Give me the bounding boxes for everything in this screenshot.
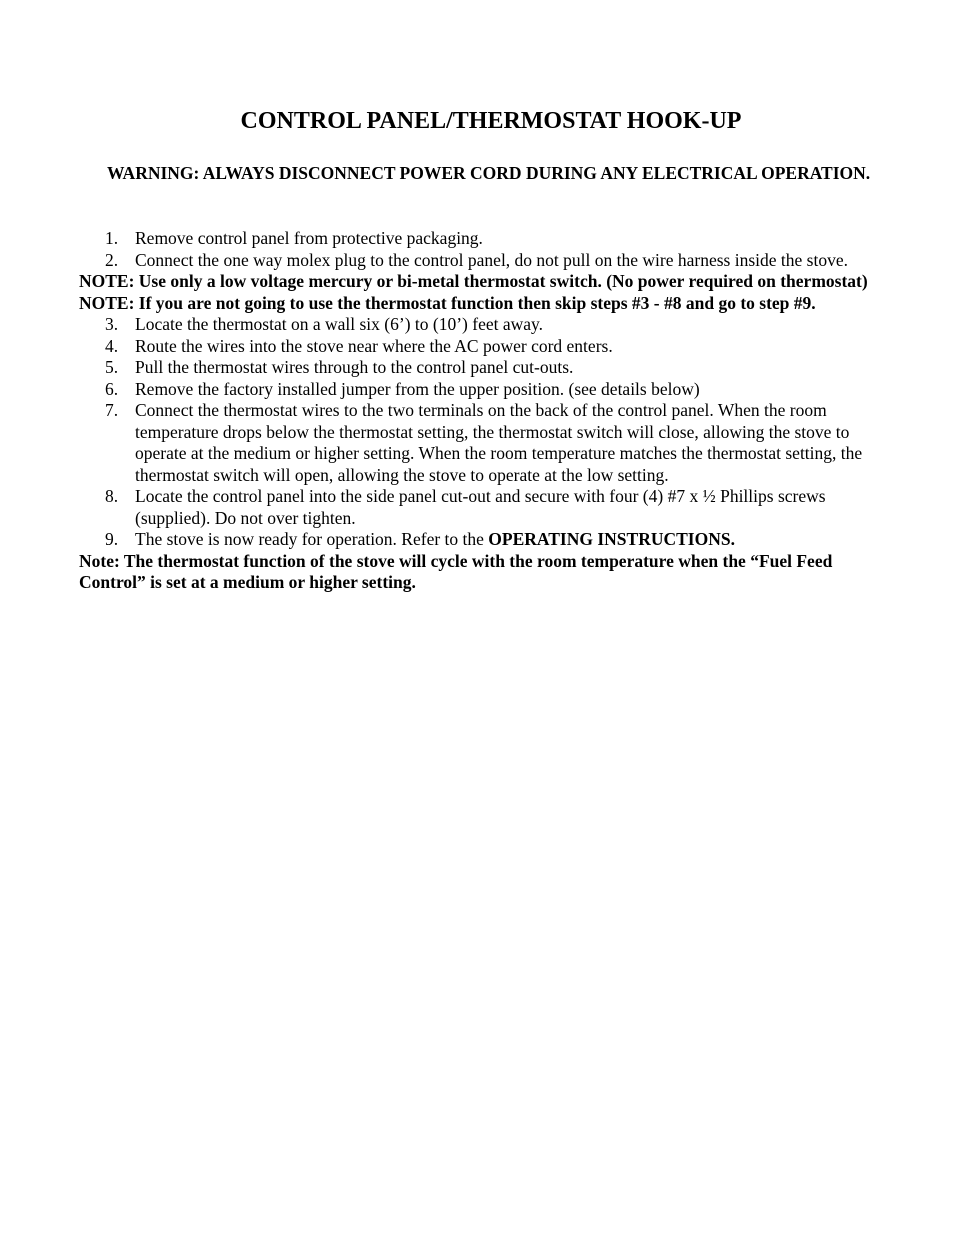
step-number: 2. (105, 249, 119, 270)
step-number: 6. (105, 378, 119, 399)
note-thermostat-cycle: Note: The thermostat function of the stove will cycle with the room temperature when the “Fuel Feed Control” is set at a medium or higher setting. (79, 550, 833, 592)
list-item-step-9 (79, 529, 879, 551)
step-text: Connect the one way molex plug to the control panel, do not pull on the wire harness inside the stove. (135, 249, 848, 270)
step-number: 9. (105, 529, 119, 549)
list-item-step-2 (79, 250, 879, 272)
instructions-body (79, 228, 879, 594)
list-item-step-7 (79, 400, 879, 486)
list-item-step-1 (79, 228, 879, 250)
step-text: The stove is now ready for operation. Refer to the (135, 529, 489, 549)
step-text: Locate the control panel into the side panel cut-out and secure with four (4) #7 x ½ Phillips screws (supplied). Do not over tighten. (135, 486, 826, 528)
step-text: Locate the thermostat on a wall six (6’) to (10’) feet away. (135, 314, 544, 334)
list-item-step-4 (79, 336, 879, 358)
step-text: Pull the thermostat wires through to the control panel cut-outs. (135, 357, 574, 377)
note-skip-steps: NOTE: If you are not going to use the thermostat function then skip steps #3 - #8 and go to step #9. (79, 292, 816, 313)
step-text: Remove control panel from protective packaging. (135, 228, 483, 248)
step-text: Remove the factory installed jumper from the upper position. (see details below) (135, 378, 700, 399)
step-text: Connect the thermostat wires to the two terminals on the back of the control panel. When the room temperature drops below the thermostat setting, the thermostat switch will close, allowing the stove to operate at the medium or higher setting. When the room temperature matches the thermostat setting, the thermostat switch will open, allowing the stove to operate at the low setting. (135, 400, 863, 485)
step-number: 1. (105, 228, 119, 248)
step-text: Route the wires into the stove near where the AC power cord enters. (135, 335, 613, 356)
step-number: 7. (105, 400, 119, 420)
step-number: 4. (105, 335, 119, 356)
page-title: CONTROL PANEL/THERMOSTAT HOOK-UP (240, 108, 742, 134)
operating-instructions-reference: OPERATING INSTRUCTIONS. (488, 529, 735, 549)
warning-text: WARNING: ALWAYS DISCONNECT POWER CORD DURING ANY ELECTRICAL OPERATION. (107, 163, 871, 183)
list-item-step-5 (79, 357, 879, 379)
step-number: 8. (105, 486, 119, 506)
note-thermostat-type: NOTE: Use only a low voltage mercury or bi-metal thermostat switch. (No power required on thermostat) (79, 271, 868, 291)
list-item-step-8 (79, 486, 879, 529)
step-number: 5. (105, 357, 119, 377)
list-item-step-3 (79, 314, 879, 336)
step-number: 3. (105, 314, 119, 334)
list-item-step-6 (79, 379, 879, 401)
